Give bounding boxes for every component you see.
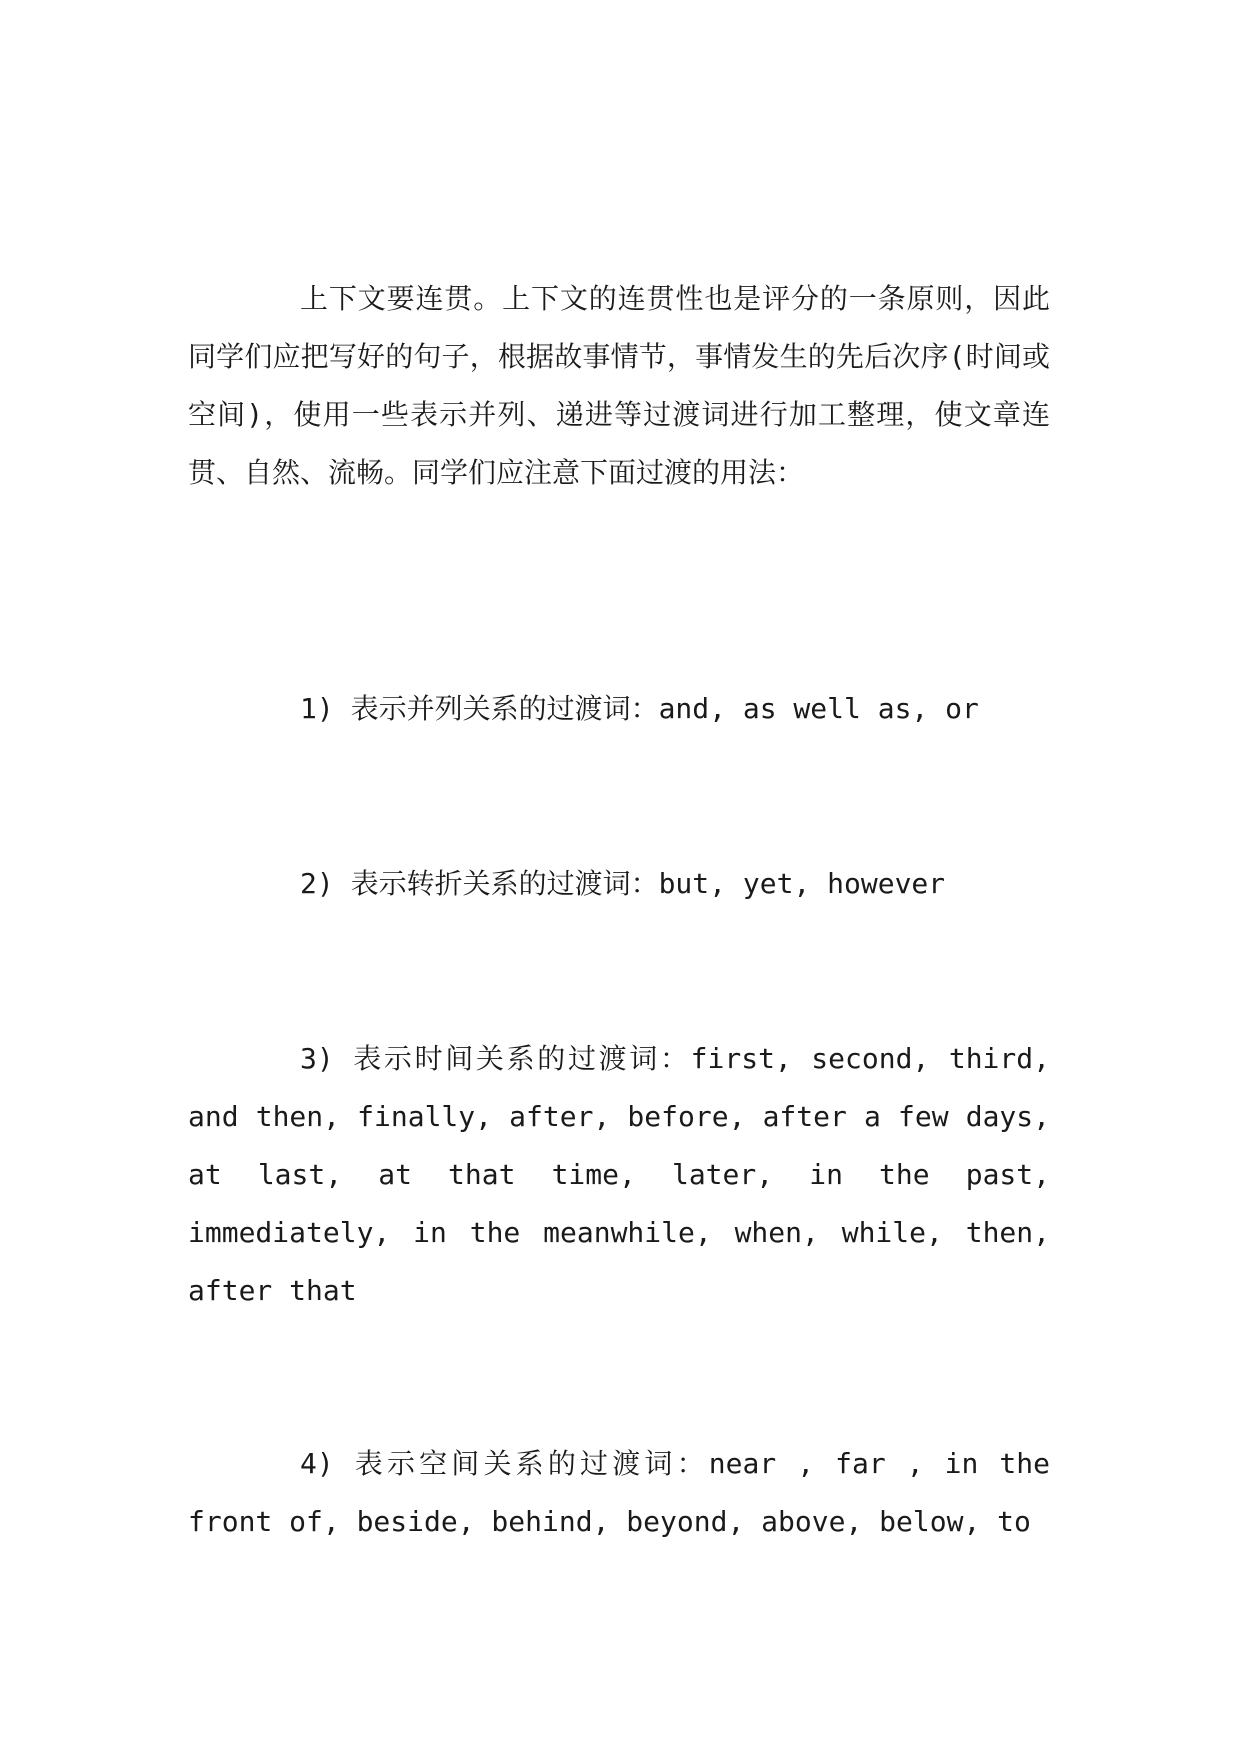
paragraph-parallel-transitions: 1) 表示并列关系的过渡词：and, as well as, or [300,692,979,725]
paragraph-space-transitions: 4) 表示空间关系的过渡词：near , far , in the front of, beside, behind, beyond, above, below, to [188,1447,1050,1538]
paragraph-time-transitions: 3) 表示时间关系的过渡词：first, second, third, and then, finally, after, before, after a few days, at last, at that time, later, in the past, immediately, in the meanwhile, when, while, then, after that [188,1042,1050,1307]
paragraph-coherence-intro: 上下文要连贯。上下文的连贯性也是评分的一条原则，因此同学们应把写好的句子，根据故事情节，事情发生的先后次序(时间或空间)，使用一些表示并列、递进等过渡词进行加工整理，使文章连贯、自然、流畅。同学们应注意下面过渡的用法： [188,282,1050,489]
paragraph-contrast-transitions: 2) 表示转折关系的过渡词：but, yet, however [300,867,946,900]
